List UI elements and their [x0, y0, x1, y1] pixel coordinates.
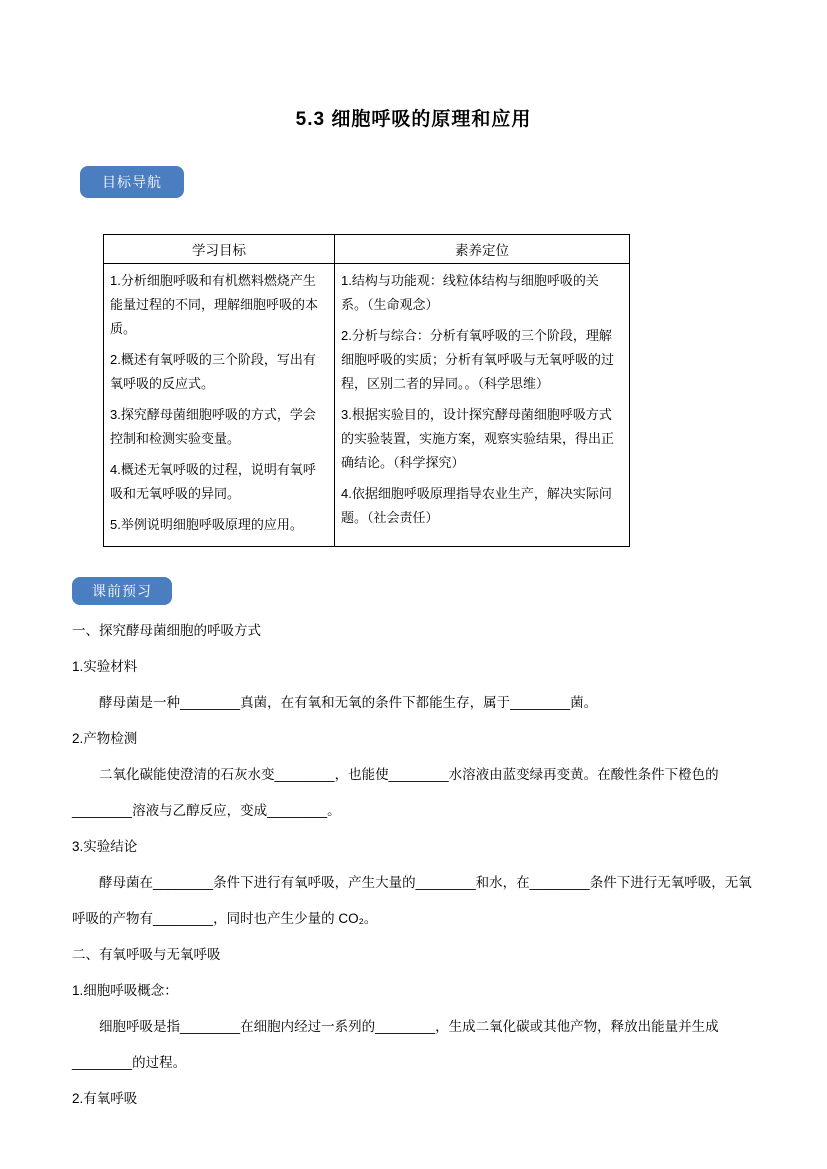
table-header-row: [104, 235, 630, 264]
learning-goals-cell: [104, 264, 335, 547]
competency-item: 2.分析与综合：分析有氧呼吸的三个阶段，理解细胞呼吸的实质；分析有氧呼吸与无氧呼吸的过程，区别二者的异同。。（科学思维）: [341, 328, 615, 391]
subsection-heading: 3.实验结论: [72, 839, 138, 854]
page-title: 5.3 细胞呼吸的原理和应用: [295, 109, 532, 130]
competency-item: 4.依据细胞呼吸原理指导农业生产，解决实际问题。（社会责任）: [341, 486, 612, 525]
subsection-heading: 2.产物检测: [72, 731, 138, 746]
section-heading: 一、探究酵母菌细胞的呼吸方式: [72, 623, 261, 638]
fill-blank-paragraph: 细胞呼吸是指________在细胞内经过一系列的________，生成二氧化碳或其他产物，释放出能量并生成________的过程。: [72, 1019, 719, 1070]
header-competency: 素养定位: [335, 235, 630, 264]
section-heading: 二、有氧呼吸与无氧呼吸: [72, 947, 221, 962]
learning-goal-item: 2.概述有氧呼吸的三个阶段，写出有氧呼吸的反应式。: [110, 352, 316, 391]
subsection-heading: 1.实验材料: [72, 659, 138, 674]
preview-section: [72, 613, 755, 1117]
subsection-heading: 2.有氧呼吸: [72, 1091, 138, 1106]
learning-goal-item: 5.举例说明细胞呼吸原理的应用。: [110, 517, 303, 532]
learning-goal-item: 3.探究酵母菌细胞呼吸的方式，学会控制和检测实验变量。: [110, 407, 316, 446]
competency-item: 1.结构与功能观：线粒体结构与细胞呼吸的关系。（生命观念）: [341, 273, 599, 312]
fill-blank-paragraph: 二氧化碳能使澄清的石灰水变________，也能使________水溶液由蓝变绿再变黄。在酸性条件下橙色的________溶液与乙醇反应，变成________。: [72, 767, 719, 818]
competency-item: 3.根据实验目的，设计探究酵母菌细胞呼吸方式的实验装置，实施方案，观察实验结果，得出正确结论。（科学探究）: [341, 407, 615, 470]
objectives-table: [103, 234, 630, 547]
fill-blank-paragraph: 酵母菌在________条件下进行有氧呼吸，产生大量的________和水，在________条件下进行无氧呼吸，无氧呼吸的产物有________，同时也产生少量的 CO₂。: [72, 875, 752, 926]
table-body-row: [104, 264, 630, 547]
fill-blank-paragraph: 酵母菌是一种________真菌，在有氧和无氧的条件下都能生存，属于________菌。: [99, 695, 598, 710]
learning-goal-item: 1.分析细胞呼吸和有机燃料燃烧产生能量过程的不同，理解细胞呼吸的本质。: [110, 273, 319, 336]
goal-nav-badge: 目标导航: [80, 166, 184, 198]
learning-goal-item: 4.概述无氧呼吸的过程，说明有氧呼吸和无氧呼吸的异同。: [110, 462, 316, 501]
preview-badge: 课前预习: [72, 577, 172, 605]
header-learning-goals: 学习目标: [104, 235, 335, 264]
subsection-heading: 1.细胞呼吸概念：: [72, 983, 178, 998]
competency-cell: [335, 264, 630, 547]
